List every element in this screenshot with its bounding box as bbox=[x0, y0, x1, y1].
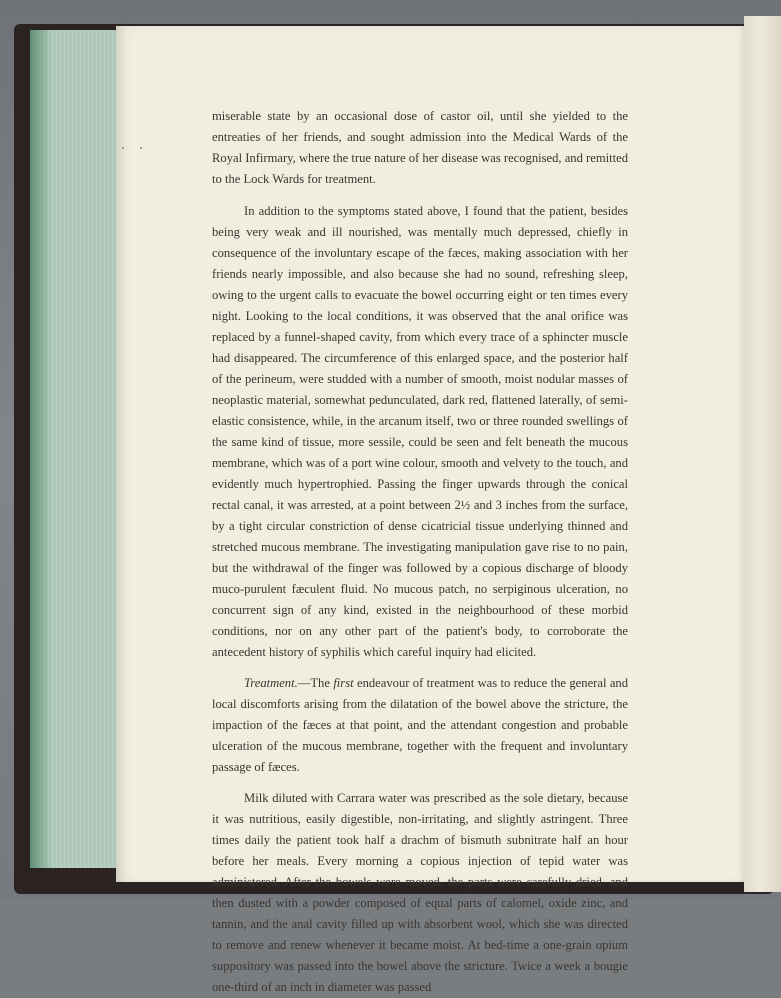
paragraph-2: In addition to the symptoms stated above, I found that the patient, besides being very weak and ill nourished, was mentally much depressed, chiefly in consequence of the involuntary escape of the fæces, making association with her friends nearly impossible, and also because she had no sound, refreshing sleep, owing to the urgent calls to evacuate the bowel occurring eight or ten times every night. Looking to the local conditions, it was observed that the anal orifice was replaced by a funnel-shaped cavity, from which every trace of a sphincter muscle had disappeared. The circumference of this enlarged space, and the posterior half of the perineum, were studded with a number of smooth, moist nodular masses of neoplastic material, somewhat pedunculated, dark red, flattened laterally, of semi-elastic consistence, while, in the arcanum itself, two or three rounded swellings of the same kind of tissue, more sessile, could be seen and felt beneath the mucous membrane, which was of a port wine colour, smooth and velvety to the touch, and evidently much hypertrophied. Passing the finger upwards through the conical rectal canal, it was arrested, at a point between 2½ and 3 inches from the surface, by a tight circular constriction of dense cicatricial tissue underlying thinned and stretched mucous membrane. The investigating manipulation gave rise to no pain, but the withdrawal of the finger was followed by a copious discharge of bloody muco-purulent fæculent fluid. No mucous patch, no serpiginous ulceration, no concurrent sign of any kind, existed in the neighbourhood of these morbid conditions, nor on any other part of the patient's body, to corroborate the antecedent history of syphilis which careful inquiry had elicited. bbox=[212, 204, 628, 659]
paragraph-4: Milk diluted with Carrara water was prescribed as the sole dietary, because it was nutritious, easily digestible, non-irritating, and slightly astringent. Three times daily the patient took half a drachm of bismuth subnitrate half an hour before her meals. Every morning a copious injection of tepid water was administered. After the bowels were moved, the parts were carefully dried, and then dusted with a powder composed of equal parts of calomel, oxide zinc, and tannin, and the anal cavity filled up with absorbent wool, which she was directed to remove and renew whenever it became moist. At bed-time a one-grain opium suppository was passed into the bowel above the stricture. Twice a week a bougie one-third of an inch in diameter was passed bbox=[212, 791, 628, 994]
book-page bbox=[116, 26, 744, 994]
paragraph-3 bbox=[212, 673, 628, 778]
treatment-heading: Treatment. bbox=[244, 676, 298, 690]
paragraph-1: miserable state by an occasional dose of castor oil, until she yielded to the entreaties of her friends, and sought admission into the Medical Wards of the Royal Infirmary, where the true nature of her disease was recognised, and remitted to the Lock Wards for treatment. bbox=[212, 109, 629, 186]
paragraph-3-text: endeavour of treatment was to reduce the general and local discomforts arising from the dilatation of the bowel above the stricture, the impaction of the fæces at that point, and the attendant congestion and probable ulceration of the mucous membrane, together with the frequent and involuntary passage of fæces. bbox=[212, 676, 628, 774]
margin-marks bbox=[122, 147, 146, 153]
right-page-edge bbox=[744, 16, 781, 892]
page-text bbox=[212, 106, 628, 998]
treatment-dash: —The bbox=[297, 676, 334, 690]
page-block-edges bbox=[30, 30, 119, 868]
emphasis-first: first bbox=[333, 676, 354, 690]
